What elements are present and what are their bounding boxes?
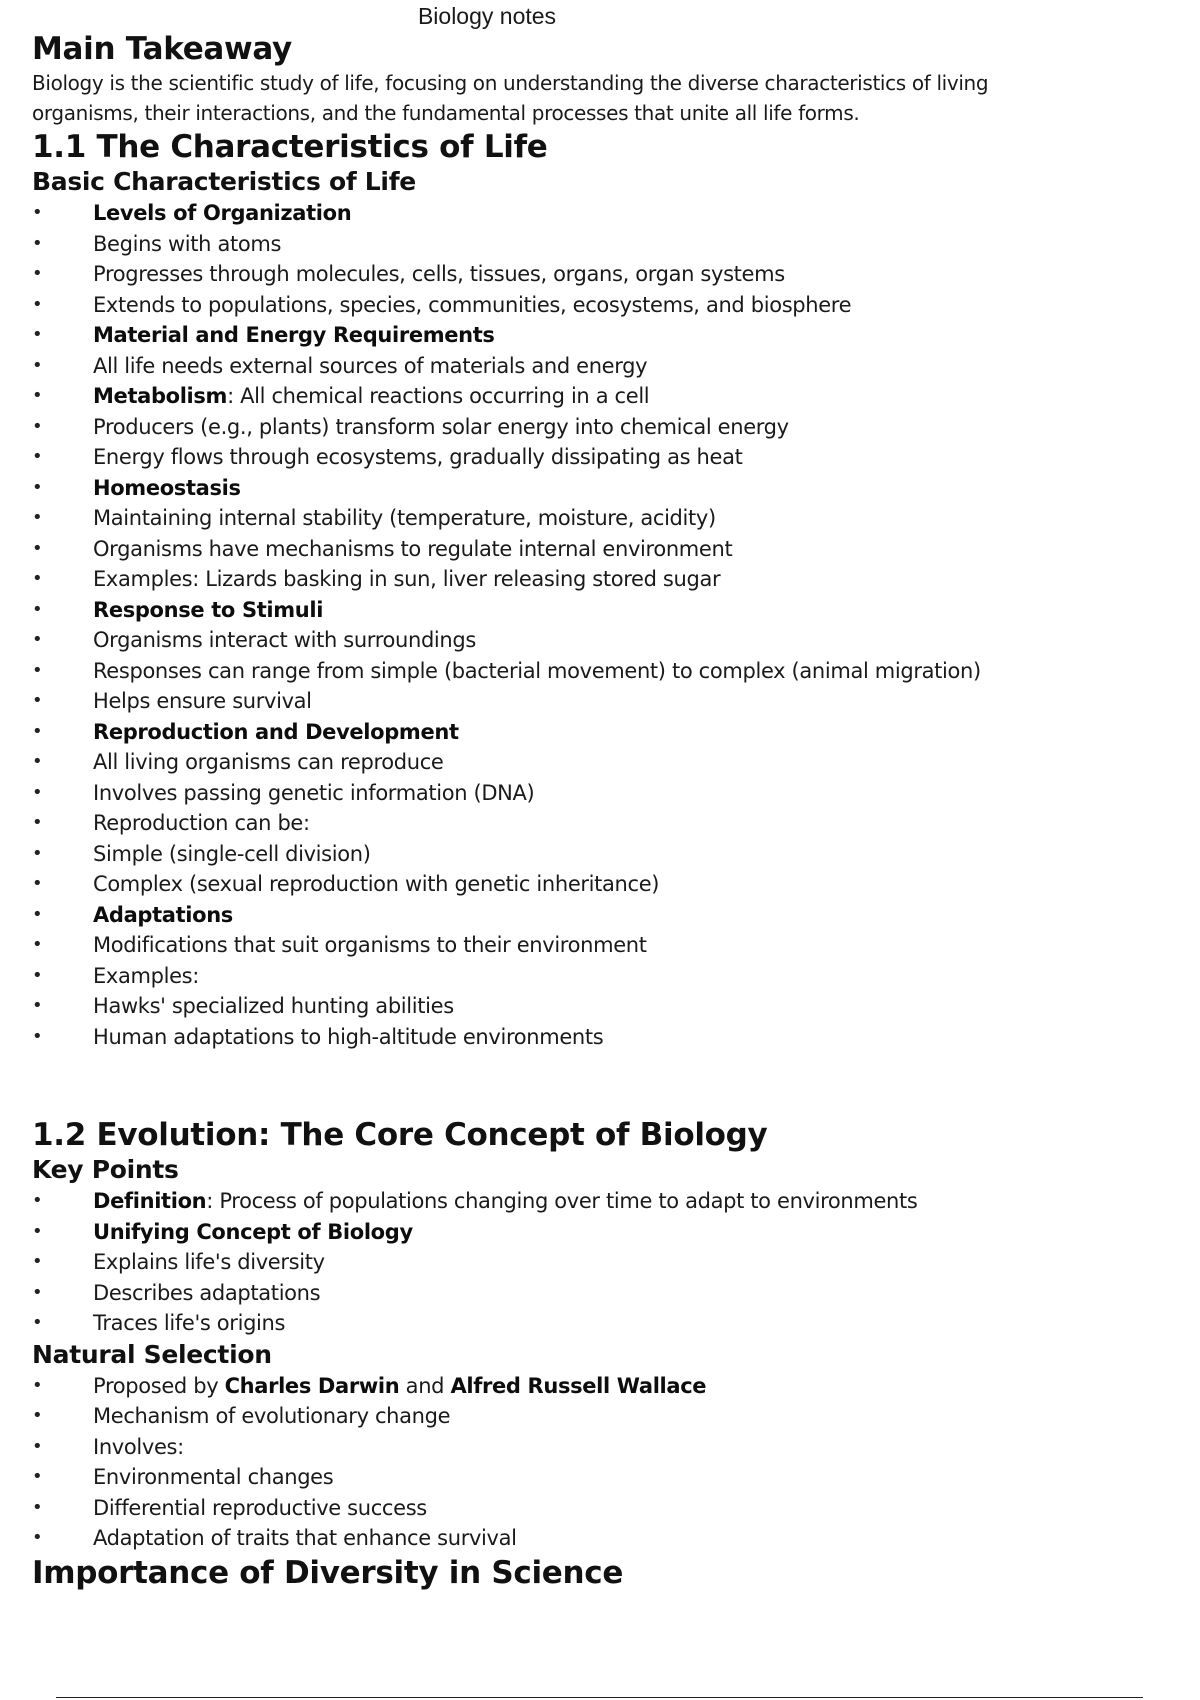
document-title: Biology notes [417, 3, 557, 29]
list-item [32, 717, 1182, 748]
proposed-by-joiner: and [399, 1373, 451, 1398]
list-item [32, 900, 1182, 931]
list-item [32, 1493, 1182, 1524]
bullet-icon: • [32, 354, 43, 376]
list-item [32, 1371, 1182, 1402]
list-item [32, 656, 1182, 687]
list-item-text: Differential reproductive success [93, 1495, 427, 1520]
bullet-icon: • [32, 812, 43, 833]
list-item-text: : Process of populations changing over time to adapt to environments [206, 1189, 918, 1213]
section-2-heading: 1.2 Evolution: The Core Concept of Biology [32, 1117, 768, 1153]
list-item-text: Helps ensure survival [93, 689, 312, 713]
list-item [32, 1401, 1182, 1432]
list-item [32, 625, 1182, 656]
bullet-icon: • [32, 1251, 43, 1272]
list-item-text: Organisms have mechanisms to regulate internal environment [93, 536, 733, 561]
bullet-icon: • [32, 1405, 43, 1426]
bullet-icon: • [32, 476, 43, 498]
natural-selection-subheading: Natural Selection [32, 1339, 272, 1369]
bullet-icon: • [32, 1312, 43, 1333]
list-item [32, 1247, 1182, 1278]
list-item-text: Examples: [93, 963, 199, 988]
list-item-bold: Definition [93, 1189, 207, 1213]
list-item-text: Responses can range from simple (bacterial movement) to complex (animal migration) [93, 658, 981, 683]
natural-selection-list [32, 1371, 1182, 1554]
list-item-bold: Levels of Organization [93, 201, 352, 225]
bullet-icon: • [32, 232, 43, 254]
list-item-text: Hawks' specialized hunting abilities [93, 994, 454, 1018]
list-item-text: Organisms interact with surroundings [93, 628, 476, 652]
section-spacer [32, 1052, 1182, 1116]
list-item-text: Traces life's origins [93, 1311, 286, 1335]
list-item [32, 1432, 1182, 1463]
bullet-icon: • [32, 873, 43, 894]
list-item-bold: Response to Stimuli [93, 597, 324, 622]
list-item [32, 259, 1182, 290]
list-item [32, 1022, 1182, 1053]
proposed-by-name-2: Alfred Russell Wallace [450, 1373, 707, 1398]
bullet-icon: • [32, 1025, 43, 1047]
bullet-icon: • [32, 1496, 43, 1518]
key-points-subheading: Key Points [32, 1155, 179, 1184]
proposed-by-name-1: Charles Darwin [224, 1373, 400, 1398]
list-item-bold: Adaptations [93, 902, 233, 927]
list-item [32, 686, 1182, 717]
list-item-text: Extends to populations, species, communities, ecosystems, and biosphere [93, 292, 852, 317]
list-item-text: All life needs external sources of materials and energy [93, 353, 648, 378]
bullet-icon: • [32, 568, 43, 589]
list-item-text: Reproduction can be: [93, 811, 310, 835]
list-item-text: Progresses through molecules, cells, tissues, organs, organ systems [93, 262, 785, 286]
list-item-text: : All chemical reactions occurring in a cell [227, 384, 650, 408]
bullet-icon: • [32, 263, 43, 284]
list-item [32, 290, 1182, 321]
bullet-icon: • [32, 720, 43, 742]
bullet-icon: • [32, 324, 43, 345]
list-item [32, 320, 1182, 351]
document-body [32, 30, 1182, 1592]
list-item-bold: Unifying Concept of Biology [93, 1219, 413, 1244]
list-item-text: Complex (sexual reproduction with genetic inheritance) [93, 872, 660, 896]
list-item [32, 1186, 1182, 1217]
list-item-text: Involves: [93, 1434, 184, 1459]
list-item [32, 412, 1182, 443]
bullet-icon: • [32, 446, 43, 467]
list-item-bold: Reproduction and Development [93, 719, 459, 744]
bullet-icon: • [32, 1374, 43, 1396]
list-item [32, 503, 1182, 534]
bullet-icon: • [32, 659, 43, 681]
bullet-icon: • [32, 1466, 43, 1487]
bullet-icon: • [32, 1190, 43, 1211]
bullet-icon: • [32, 751, 43, 772]
list-item [32, 961, 1182, 992]
bullet-icon: • [32, 1527, 43, 1548]
list-item-text: Explains life's diversity [93, 1250, 325, 1274]
key-points-list [32, 1186, 1182, 1339]
list-item-text: Begins with atoms [93, 231, 282, 256]
bullet-icon: • [32, 598, 43, 620]
list-item [32, 564, 1182, 595]
bullet-icon: • [32, 507, 43, 528]
list-item [32, 747, 1182, 778]
bullet-icon: • [32, 842, 43, 864]
bullet-icon: • [32, 934, 43, 955]
bullet-icon: • [32, 964, 43, 986]
section-1-subheading: Basic Characteristics of Life [32, 167, 416, 196]
bullet-icon: • [32, 202, 43, 223]
list-item [32, 991, 1182, 1022]
list-item [32, 778, 1182, 809]
list-item [32, 869, 1182, 900]
list-item [32, 839, 1182, 870]
list-item-text: Mechanism of evolutionary change [93, 1404, 451, 1428]
main-takeaway-text-line2: organisms, their interactions, and the fundamental processes that unite all life forms. [32, 101, 860, 125]
list-item-text: Modifications that suit organisms to their environment [93, 933, 647, 957]
list-item-text: All living organisms can reproduce [93, 750, 444, 774]
list-item-text: Environmental changes [93, 1465, 334, 1489]
list-item-text: Adaptation of traits that enhance survival [93, 1526, 517, 1550]
list-item-text: Simple (single-cell division) [93, 841, 371, 866]
list-item [32, 808, 1182, 839]
list-item [32, 1523, 1182, 1554]
bullet-icon: • [32, 1281, 43, 1303]
bullet-icon: • [32, 1435, 43, 1457]
list-item-bold: Homeostasis [93, 475, 241, 500]
characteristics-list [32, 198, 1182, 1052]
list-item-text: Energy flows through ecosystems, gradually dissipating as heat [93, 445, 743, 469]
list-item-text: Human adaptations to high-altitude environments [93, 1024, 604, 1049]
list-item [32, 473, 1182, 504]
main-takeaway-heading: Main Takeaway [32, 31, 292, 67]
list-item [32, 1308, 1182, 1339]
bullet-icon: • [32, 415, 43, 437]
section-1-heading: 1.1 The Characteristics of Life [32, 129, 548, 165]
section-3-heading: Importance of Diversity in Science [32, 1554, 624, 1591]
list-item [32, 1217, 1182, 1248]
list-item-text: Maintaining internal stability (temperature, moisture, acidity) [93, 506, 716, 530]
list-item-text: Involves passing genetic information (DNA) [93, 780, 535, 805]
list-item-bold: Material and Energy Requirements [93, 323, 495, 347]
list-item-text: Producers (e.g., plants) transform solar energy into chemical energy [93, 414, 789, 439]
list-item [32, 229, 1182, 260]
list-item [32, 351, 1182, 382]
list-item-text: Describes adaptations [93, 1280, 321, 1305]
bullet-icon: • [32, 781, 43, 803]
bullet-icon: • [32, 537, 43, 559]
list-item-text: Examples: Lizards basking in sun, liver releasing stored sugar [93, 567, 721, 591]
bullet-icon: • [32, 293, 43, 315]
list-item [32, 595, 1182, 626]
list-item [32, 381, 1182, 412]
list-item [32, 1278, 1182, 1309]
footer-divider [56, 1697, 1143, 1698]
list-item [32, 198, 1182, 229]
list-item [32, 442, 1182, 473]
bullet-icon: • [32, 690, 43, 711]
list-item [32, 534, 1182, 565]
list-item [32, 1462, 1182, 1493]
bullet-icon: • [32, 385, 43, 406]
bullet-icon: • [32, 903, 43, 925]
bullet-icon: • [32, 1220, 43, 1242]
proposed-by-prefix: Proposed by [93, 1373, 225, 1398]
main-takeaway-text-line1: Biology is the scientific study of life, focusing on understanding the diverse characteristics of living [32, 71, 989, 95]
list-item-bold: Metabolism [93, 384, 228, 408]
bullet-icon: • [32, 995, 43, 1016]
bullet-icon: • [32, 629, 43, 650]
list-item [32, 930, 1182, 961]
